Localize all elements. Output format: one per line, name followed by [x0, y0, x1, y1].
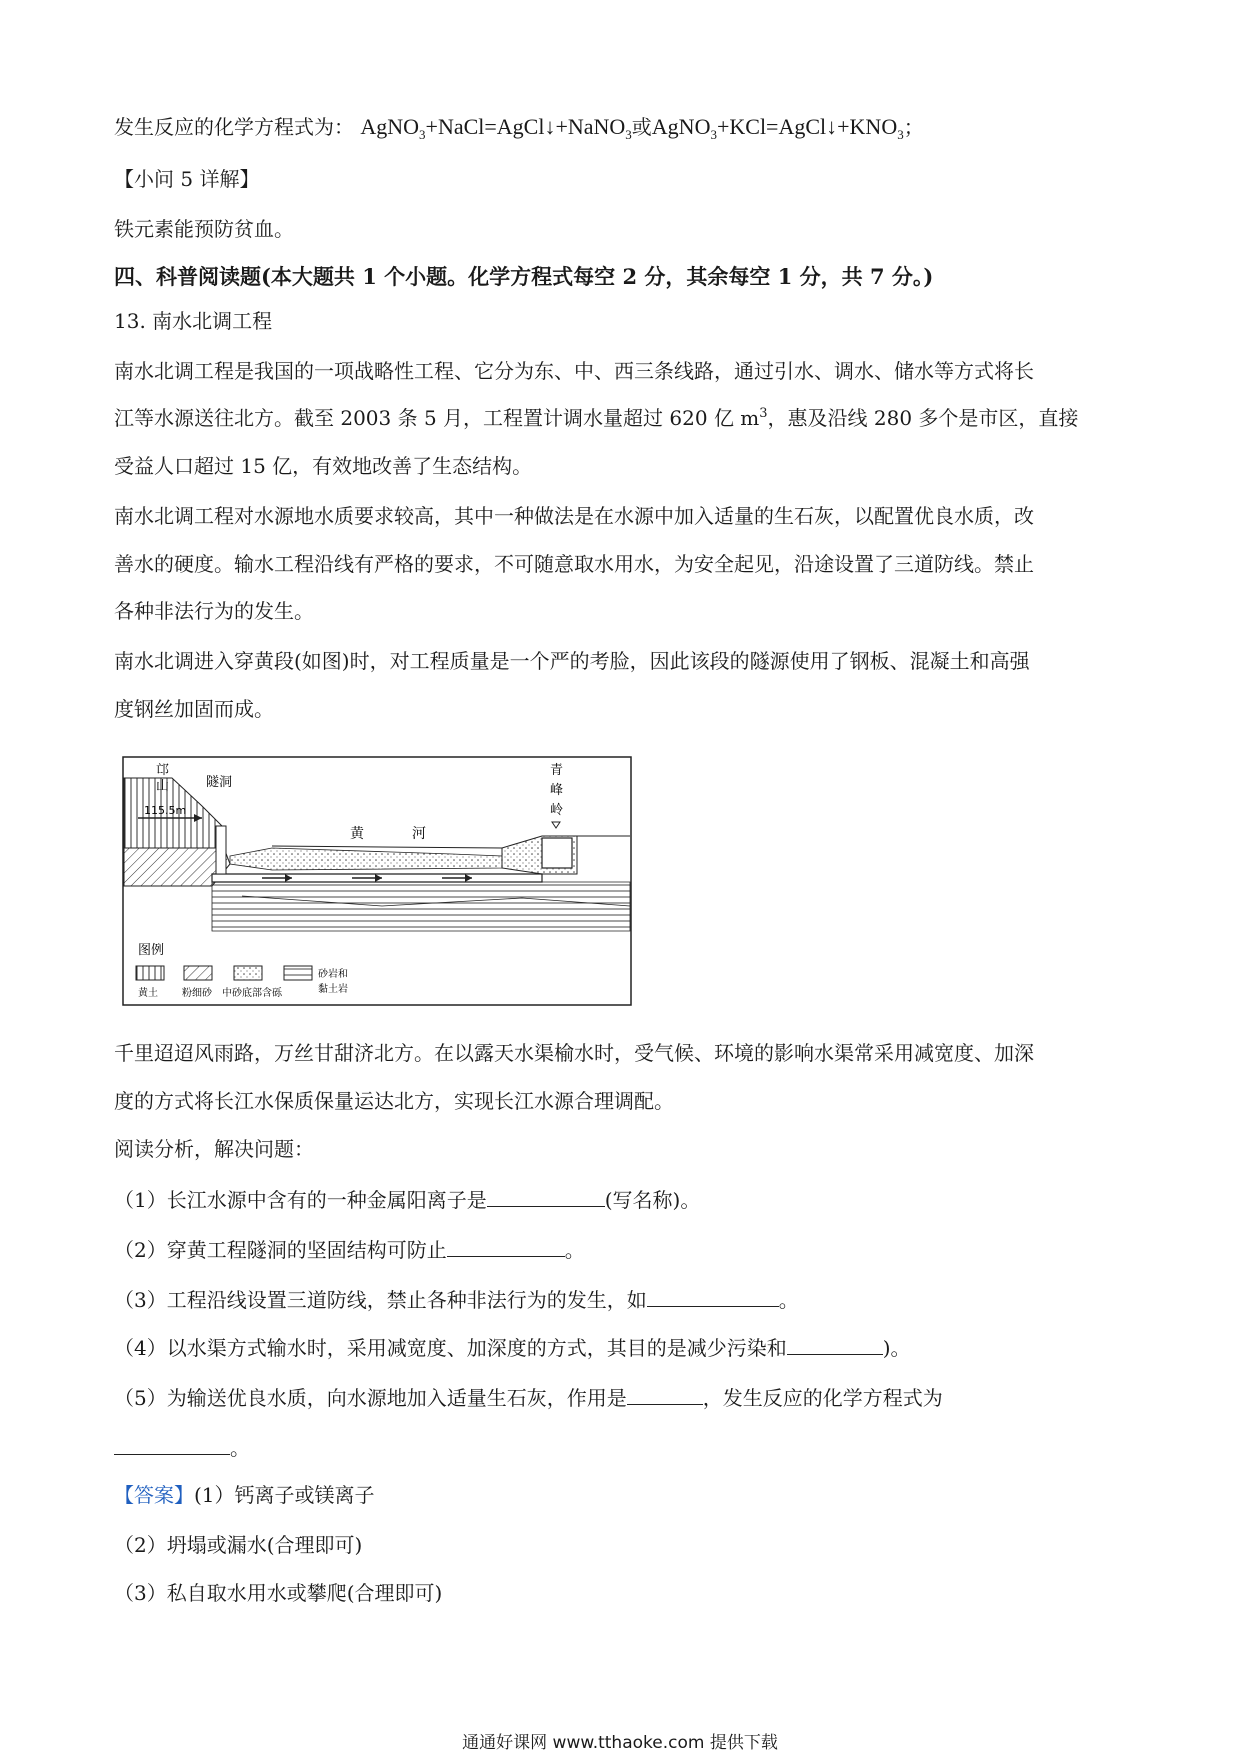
label-ling2: 岭 [550, 803, 564, 818]
legend-item-medsand: 中砂底部含砾 [222, 988, 282, 999]
equation-or: 或 [631, 115, 652, 139]
page-footer: 通通好课网 www.tthaoke.com 提供下载 [462, 1733, 778, 1753]
answer-blank-5a[interactable] [627, 1384, 703, 1405]
iron-text: 铁元素能预防贫血。 [114, 217, 294, 241]
label-huang: 黄 [350, 826, 364, 842]
label-elevation: 115.5m [144, 804, 187, 817]
equation-line: 发生反应的化学方程式为： AgNO$_3$+NaCl=AgCl↓+NaNO$_3$或$AgNO_3+KCl=AgCl↓+KNO_3$； [114, 114, 924, 142]
label-mang: 邙 [156, 763, 170, 778]
label-ling: 峰 [550, 783, 564, 798]
para2-line3: 各种非法行为的发生。 [114, 599, 314, 623]
legend-title: 图例 [138, 943, 165, 958]
equation-1: AgNO$_3$+NaCl=AgCl↓+NaNO$_3$ [360, 114, 632, 142]
label-tunnel: 隧洞 [206, 775, 233, 790]
cross-section-figure [122, 756, 632, 1006]
equation-2: $AgNO_3+KCl=AgCl↓+KNO_3$ [651, 114, 904, 142]
para1-line1: 南水北调工程是我国的一项战略性工程、它分为东、中、西三条线路，通过引水、调水、储水等方式将长 [114, 359, 1034, 383]
answer-2: （2）坍塌或漏水(合理即可) [114, 1533, 363, 1557]
question-1: （1）长江水源中含有的一种金属阳离子是 (写名称)。 [114, 1188, 701, 1212]
q5-detail-label: 【小问 5 详解】 [114, 167, 260, 191]
question-5: （5）为输送优良水质，向水源地加入适量生石灰，作用是 ，发生反应的化学方程式为 [114, 1386, 943, 1410]
legend-item-loess: 黄土 [138, 988, 158, 999]
legend-item-sandstone: 砂岩和 [318, 969, 348, 980]
equation-prefix: 发生反应的化学方程式为： [114, 115, 354, 139]
answer-blank-3[interactable] [647, 1286, 779, 1307]
para2-line2: 善水的硬度。输水工程沿线有严格的要求，不可随意取水用水，为安全起见，沿途设置了三道防线。禁止 [114, 552, 1034, 576]
label-qing: 青 [550, 763, 564, 778]
question-4: （4）以水渠方式输水时，采用减宽度、加深度的方式，其目的是减少污染和 )。 [114, 1336, 911, 1360]
para4-line2: 度的方式将长江水保质保量运达北方，实现长江水源合理调配。 [114, 1089, 674, 1113]
para3-line2: 度钢丝加固而成。 [114, 697, 274, 721]
question-5-continued: 。 [114, 1434, 250, 1461]
legend-swatch-loess [136, 966, 164, 980]
para1-line2: 江等水源送往北方。截至 2003 条 5 月，工程置计调水量超过 620 亿 $m^3$，惠及沿线 280 多个是市区，直接 [114, 406, 1079, 430]
legend-swatch-sandstone [284, 966, 312, 980]
para3-line1: 南水北调进入穿黄段(如图)时，对工程质量是一个严的考脸，因此该段的隧源使用了钢板、混凝土和高强 [114, 649, 1030, 673]
answer-blank-1[interactable] [487, 1186, 605, 1207]
legend-swatch-finesand [184, 966, 212, 980]
para1-line3: 受益人口超过 15 亿，有效地改善了生态结构。 [114, 454, 533, 478]
section4-heading: 四、科普阅读题(本大题共 1 个小题。化学方程式每空 2 分，其余每空 1 分，共 7 分。) [114, 264, 934, 289]
answer-1: 【答案】(1）钙离子或镁离子 [114, 1483, 375, 1507]
answer-tag: 【答案】 [114, 1483, 194, 1507]
answer-blank-4[interactable] [787, 1334, 883, 1355]
legend-item-finesand: 粉细砂 [182, 988, 212, 999]
answer-blank-5b[interactable] [114, 1434, 230, 1455]
legend-swatch-medsand [234, 966, 262, 980]
q13-title: 13. 南水北调工程 [114, 309, 273, 333]
label-shan: 山 [156, 779, 170, 794]
para2-line1: 南水北调工程对水源地水质要求较高，其中一种做法是在水源中加入适量的生石灰，以配置优良水质，改 [114, 504, 1034, 528]
legend-item-claystone: 黏土岩 [318, 984, 348, 995]
question-3: （3）工程沿线设置三道防线，禁止各种非法行为的发生，如 。 [114, 1288, 799, 1312]
answer-blank-2[interactable] [447, 1236, 565, 1257]
question-2: （2）穿黄工程隧洞的坚固结构可防止 。 [114, 1238, 585, 1262]
read-prompt: 阅读分析，解决问题： [114, 1137, 314, 1161]
para4-line1: 千里迢迢风雨路，万丝甘甜济北方。在以露天水渠榆水时，受气候、环境的影响水渠常采用减宽度、加深 [114, 1041, 1034, 1065]
cross-section-diagram [122, 756, 632, 1006]
answer-3: （3）私自取水用水或攀爬(合理即可) [114, 1581, 443, 1605]
label-he: 河 [412, 826, 426, 842]
